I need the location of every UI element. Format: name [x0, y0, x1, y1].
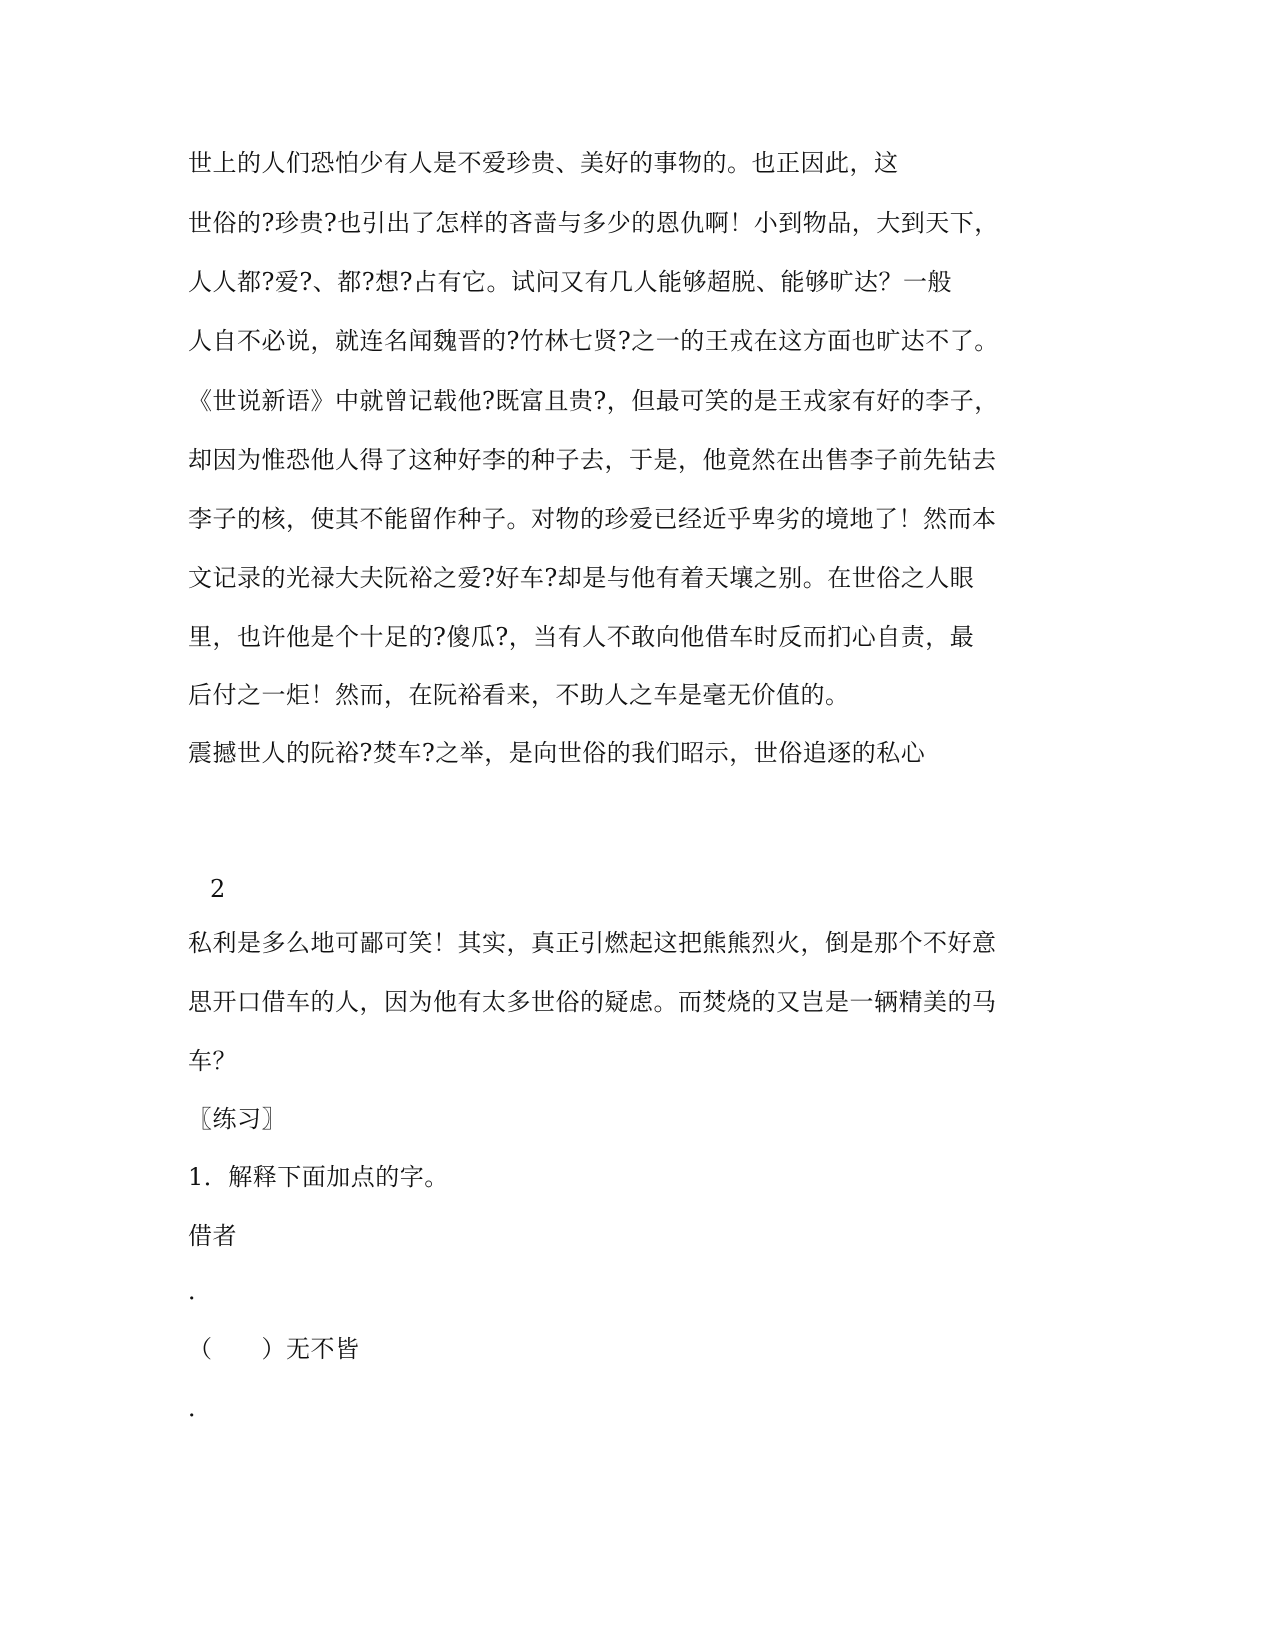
passage-line: 人人都?爱?、都?想?占有它。试问又有几人能够超脱、能够旷达？一般: [188, 268, 952, 296]
passage-line: 车？: [188, 1047, 237, 1075]
exercise-item: （ ）无不皆: [188, 1335, 360, 1363]
passage-line: 却因为惟恐他人得了这种好李的种子去，于是，他竟然在出售李子前先钻去: [188, 446, 997, 474]
passage-line: 私利是多么地可鄙可笑！其实，真正引燃起这把熊熊烈火，倒是那个不好意: [188, 929, 997, 957]
passage-line: 文记录的光禄大夫阮裕之爱?好车?却是与他有着天壤之别。在世俗之人眼: [188, 564, 975, 592]
emphasis-dot: ．: [188, 1394, 213, 1422]
passage-line: 后付之一炬！然而，在阮裕看来，不助人之车是毫无价值的。: [188, 681, 850, 709]
exercise-heading: 〖练习〗: [188, 1105, 286, 1133]
passage-line: 《世说新语》中就曾记载他?既富且贵?，但最可笑的是王戎家有好的李子，: [188, 387, 999, 415]
passage-line: 人自不必说，就连名闻魏晋的?竹林七贤?之一的王戎在这方面也旷达不了。: [188, 327, 999, 355]
exercise-item: 借者: [188, 1222, 237, 1250]
passage-line: 思开口借车的人，因为他有太多世俗的疑虑。而焚烧的又岂是一辆精美的马: [188, 988, 997, 1016]
emphasis-dot: ．: [188, 1277, 213, 1305]
exercise-question: 1．解释下面加点的字。: [188, 1163, 449, 1191]
page-number: 2: [210, 875, 226, 903]
passage-line: 世上的人们恐怕少有人是不爱珍贵、美好的事物的。也正因此，这: [188, 149, 899, 177]
passage-line: 震撼世人的阮裕?焚车?之举，是向世俗的我们昭示，世俗追逐的私心: [188, 739, 926, 767]
passage-line: 里，也许他是个十足的?傻瓜?，当有人不敢向他借车时反而扪心自责，最: [188, 623, 975, 651]
passage-line: 世俗的?珍贵?也引出了怎样的吝啬与多少的恩仇啊！小到物品，大到天下，: [188, 209, 999, 237]
passage-line: 李子的核，使其不能留作种子。对物的珍爱已经近乎卑劣的境地了！然而本: [188, 505, 997, 533]
